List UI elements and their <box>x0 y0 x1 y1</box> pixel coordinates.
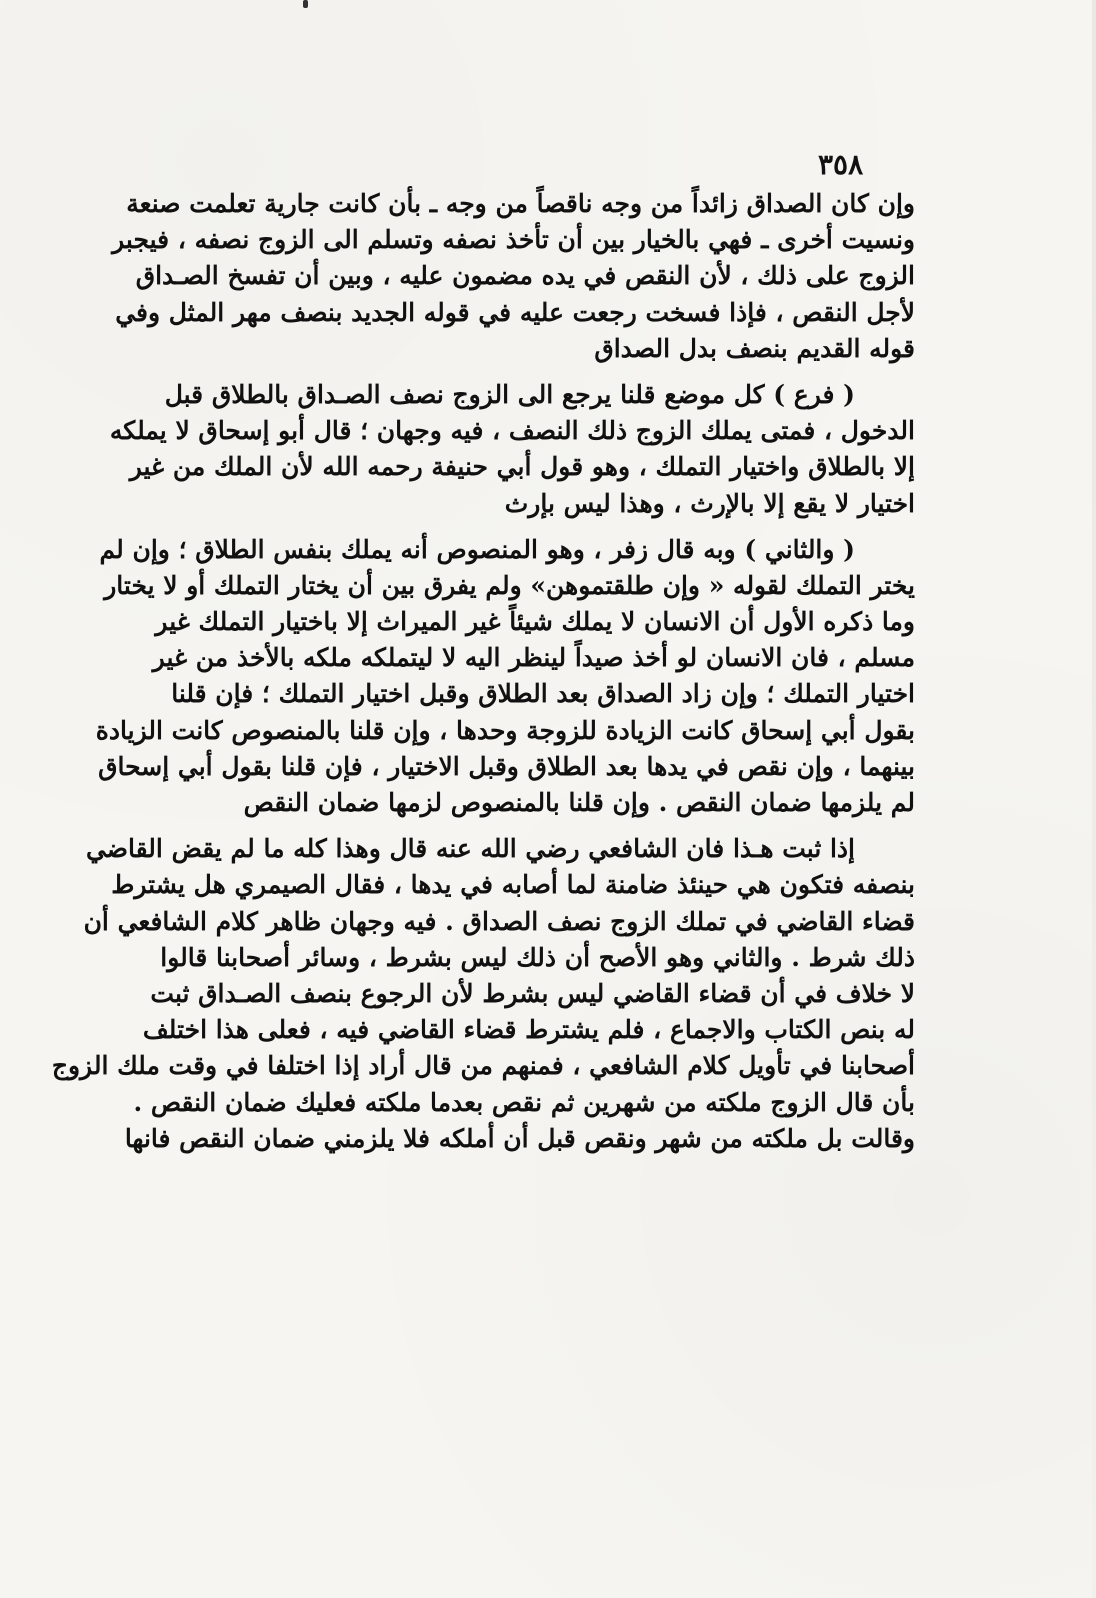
text-line: بأن قال الزوج ملكته من شهرين ثم نقص بعدما ملكته فعليك ضمان النقص . <box>133 1087 915 1117</box>
text-line: له بنص الكتاب والاجماع ، فلم يشترط قضاء القاضي فيه ، فعلى هذا اختلف <box>142 1015 915 1045</box>
text-line: لم يلزمها ضمان النقص . وإن قلنا بالمنصوص لزمها ضمان النقص <box>243 788 915 817</box>
text-line: اختيار التملك ؛ وإن زاد الصداق بعد الطلاق وقبل اختيار التملك ؛ فإن قلنا <box>171 679 915 709</box>
text-line: إلا بالطلاق واختيار التملك ، وهو قول أبي حنيفة رحمه الله لأن الملك من غير <box>129 452 915 482</box>
text-line: وما ذكره الأول أن الانسان لا يملك شيئاً غير الميراث إلا باختيار التملك غير <box>155 607 915 637</box>
paragraph <box>112 186 915 367</box>
text-line: بينهما ، وإن نقص في يدها بعد الطلاق وقبل الاختيار ، فإن قلنا بقول أبي إسحاق <box>98 751 915 781</box>
page-number: ٣٥٨ <box>818 148 864 181</box>
text-line: بنصفه فتكون هي حينئذ ضامنة لما أصابه في يدها ، فقال الصيمري هل يشترط <box>111 870 915 900</box>
text-line: ( فرع ) كل موضع قلنا يرجع الى الزوج نصف الصـداق بالطلاق قبل <box>164 379 855 409</box>
ink-mark <box>303 0 308 8</box>
page-edge <box>1092 0 1096 1598</box>
text-line: اختيار لا يقع إلا بالإرث ، وهذا ليس بإرث <box>504 488 915 518</box>
text-line: الدخول ، فمتى يملك الزوج ذلك النصف ، فيه وجهان ؛ قال أبو إسحاق لا يملكه <box>109 416 915 446</box>
text-line: إذا ثبت هـذا فان الشافعي رضي الله عنه قال وهذا كله ما لم يقض القاضي <box>85 834 855 864</box>
text-line: يختر التملك لقوله « وإن طلقتموهن» ولم يفرق بين أن يختار التملك أو لا يختار <box>104 570 915 600</box>
text-line: ونسيت أخرى ـ فهي بالخيار بين أن تأخذ نصفه وتسلم الى الزوج نصفه ، فيجبر <box>112 225 915 255</box>
text-line: أصحابنا في تأويل كلام الشافعي ، فمنهم من قال أراد إذا اختلفا في وقت ملك الزوج <box>51 1051 915 1081</box>
paragraph <box>51 831 915 1157</box>
paragraph <box>95 532 915 822</box>
text-line: بقول أبي إسحاق كانت الزيادة للزوجة وحدها ، وإن قلنا بالمنصوص كانت الزيادة <box>95 715 915 745</box>
text-line: مسلم ، فان الانسان لو أخذ صيداً لينظر اليه لا ليتملكه ملكه بالأخذ من غير <box>152 643 915 673</box>
paragraph-gap <box>192 367 915 377</box>
text-line: ذلك شرط . والثاني وهو الأصح أن ذلك ليس بشرط ، وسائر أصحابنا قالوا <box>160 942 915 972</box>
paragraph-gap <box>192 522 915 532</box>
text-line: قوله القديم بنصف بدل الصداق <box>594 333 915 363</box>
text-line: وإن كان الصداق زائداً من وجه ناقصاً من وجه ـ بأن كانت جارية تعلمت صنعة <box>126 189 915 218</box>
text-line: وقالت بل ملكته من شهر ونقص قبل أن أملكه فلا يلزمني ضمان النقص فانها <box>124 1123 915 1153</box>
paragraph-gap <box>192 821 915 831</box>
text-line: لأجل النقص ، فإذا فسخت رجعت عليه في قوله الجديد بنصف مهر المثل وفي <box>115 297 915 327</box>
body-text <box>51 186 915 1157</box>
text-line: لا خلاف في أن قضاء القاضي ليس بشرط لأن الرجوع بنصف الصـداق ثبت <box>150 978 915 1008</box>
text-line: قضاء القاضي في تملك الزوج نصف الصداق . فيه وجهان ظاهر كلام الشافعي أن <box>83 906 915 936</box>
text-line: ( والثاني ) وبه قال زفر ، وهو المنصوص أنه يملك بنفس الطلاق ؛ وإن لم <box>99 534 855 564</box>
text-line: الزوج على ذلك ، لأن النقص في يده مضمون عليه ، وبين أن تفسخ الصـداق <box>135 261 915 291</box>
paragraph <box>109 377 915 522</box>
